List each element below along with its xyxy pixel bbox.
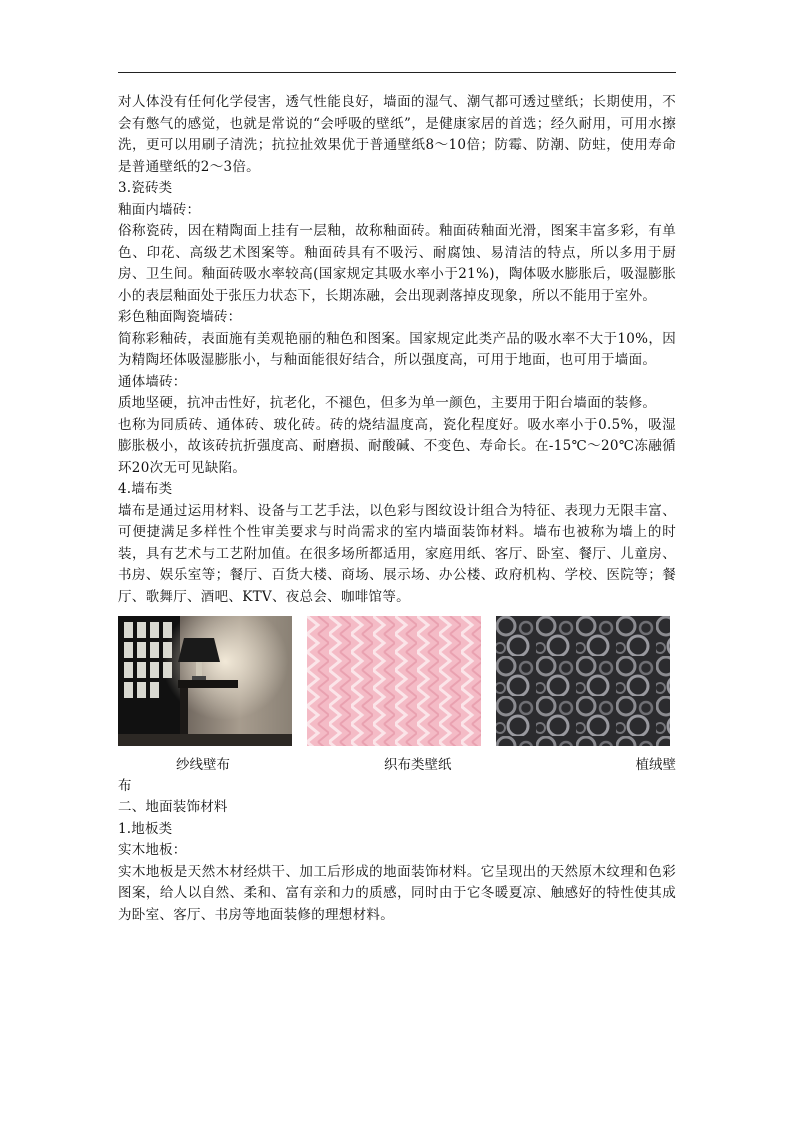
body-text-bottom xyxy=(118,797,676,926)
body-text-top xyxy=(118,92,676,608)
section-heading: 实木地板： xyxy=(118,842,187,858)
section-heading: 彩色釉面陶瓷墙砖： xyxy=(118,309,242,325)
flocked-wallcloth-photo xyxy=(496,616,670,746)
wallcloth-gallery xyxy=(118,616,670,746)
section-heading: 釉面内墙砖： xyxy=(118,201,201,218)
section-heading: 通体墙砖： xyxy=(118,373,187,390)
body-paragraph: 俗称瓷砖，因在精陶面上挂有一层釉，故称釉面砖。釉面砖釉面光滑，图案丰富多彩，有单色、印花、高级艺术图案等。釉面砖具有不吸污、耐腐蚀、易清洁的特点，所以多用于厨房、卫生间。釉面砖吸水率较高(国家规定其吸水率小于21%)，陶体吸水膨胀后，吸湿膨胀小的表层釉面处于张压力状态下，长期冻融，会出现剥落掉皮现象，所以不能用于室外。 xyxy=(118,223,676,304)
document-page xyxy=(118,92,676,926)
yarn-wallcloth-photo xyxy=(118,616,292,746)
gallery-captions xyxy=(118,754,676,776)
section-heading: 二、地面装饰材料 xyxy=(118,799,228,815)
body-paragraph: 简称彩釉砖，表面施有美观艳丽的釉色和图案。国家规定此类产品的吸水率不大于10%，因为精陶坯体吸湿膨胀小，与釉面能很好结合，所以强度高，可用于地面，也可用于墙面。 xyxy=(118,330,676,368)
section-heading: 3.瓷砖类 xyxy=(118,180,173,196)
body-paragraph: 实木地板是天然木材经烘干、加工后形成的地面装饰材料。它呈现出的天然原木纹理和色彩图案，给人以自然、柔和、富有亲和力的质感，同时由于它冬暖夏凉、触感好的特性使其成为卧室、客厅、书房等地面装修的理想材料。 xyxy=(118,863,676,923)
caption-woven-wallpaper: 织布类壁纸 xyxy=(384,757,452,773)
section-heading: 4.墙布类 xyxy=(118,481,173,497)
body-paragraph: 墙布是通过运用材料、设备与工艺手法，以色彩与图纹设计组合为特征、表现力无限丰富、可便捷满足多样性个性审美要求与时尚需求的室内墙面装饰材料。墙布也被称为墙上的时装，具有艺术与工艺附加值。在很多场所都适用，家庭用纸、客厅、卧室、餐厅、儿童房、书房、娱乐室等；餐厅、百货大楼、商场、展示场、办公楼、政府机构、学校、医院等；餐厅、歌舞厅、酒吧、KTV、夜总会、咖啡馆等。 xyxy=(118,502,676,605)
caption-wrap: 布 xyxy=(118,778,132,794)
body-paragraph: 也称为同质砖、通体砖、玻化砖。砖的烧结温度高，瓷化程度好。吸水率小于0.5%，吸湿膨胀极小，故该砖抗折强度高、耐磨损、耐酸碱、不变色、寿命长。在-15℃～20℃冻融循环20次无可见缺陷。 xyxy=(118,416,676,476)
body-paragraph: 对人体没有任何化学侵害，透气性能良好，墙面的湿气、潮气都可透过壁纸；长期使用，不会有憋气的感觉，也就是常说的“会呼吸的壁纸”，是健康家居的首选；经久耐用，可用水擦洗，更可以用刷子清洗；抗拉扯效果优于普通壁纸8～10倍；防霉、防潮、防蛀，使用寿命是普通壁纸的2～3倍。 xyxy=(118,94,676,175)
header-rule xyxy=(118,72,676,73)
caption-flocked-wallcloth: 植绒壁 xyxy=(635,757,676,773)
woven-wallpaper-photo xyxy=(307,616,481,746)
caption-yarn-wallcloth: 纱线壁布 xyxy=(176,757,230,773)
section-heading: 1.地板类 xyxy=(118,820,173,837)
body-paragraph: 质地坚硬，抗冲击性好，抗老化，不褪色，但多为单一颜色，主要用于阳台墙面的装修。 xyxy=(118,395,657,411)
